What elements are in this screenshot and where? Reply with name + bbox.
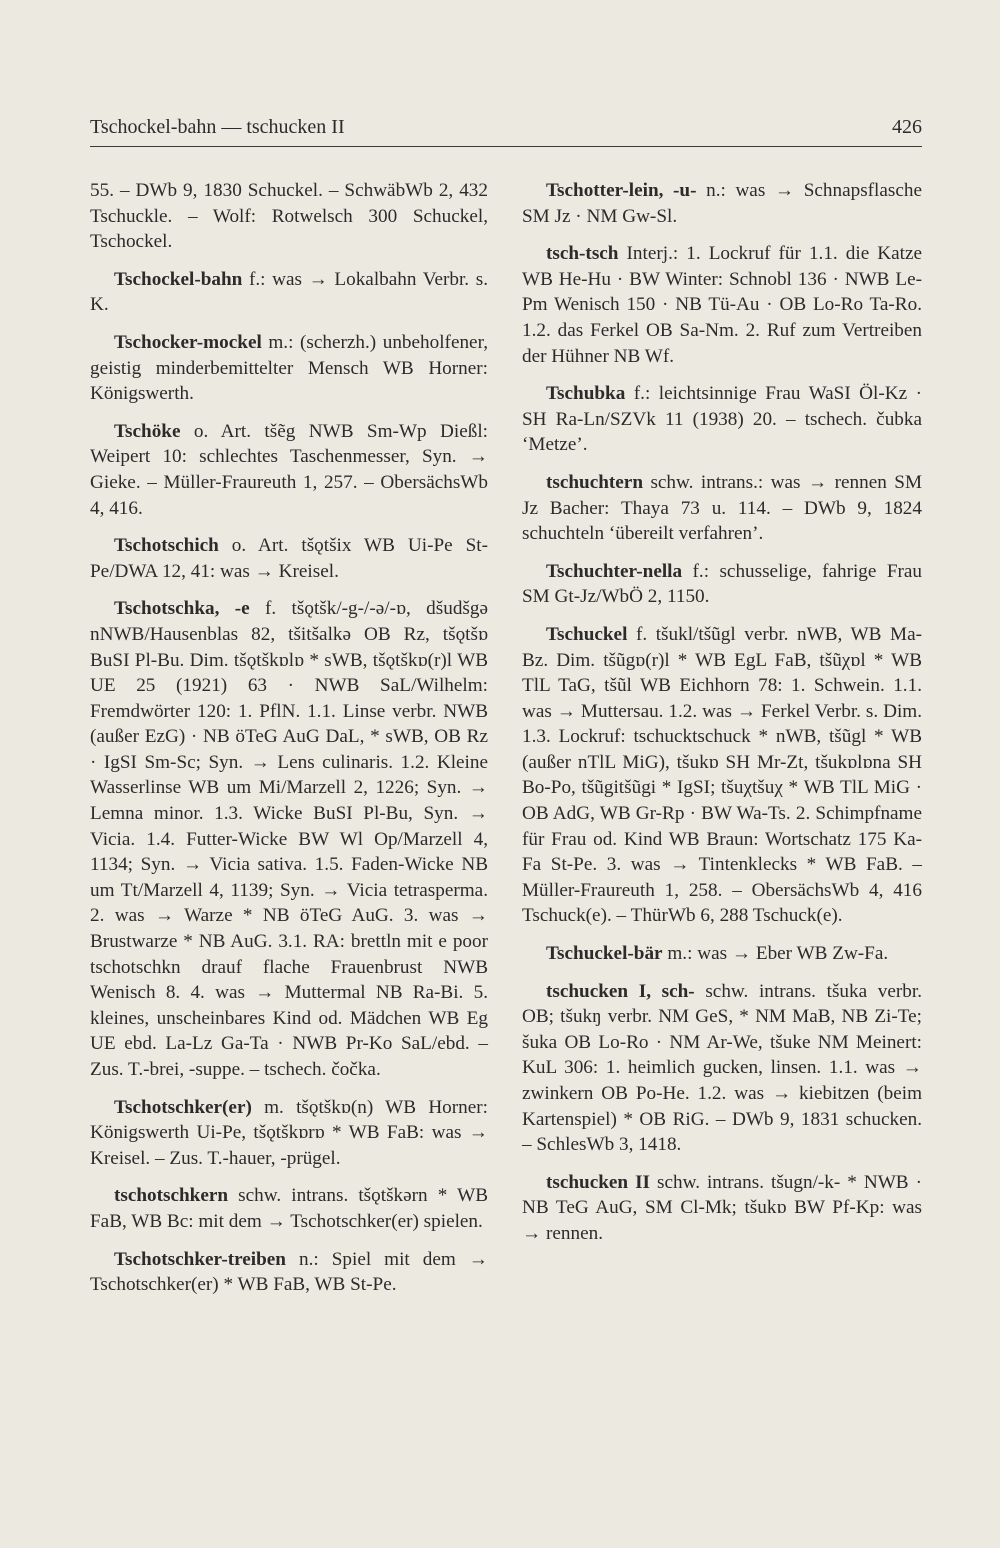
dictionary-entry [522, 1170, 922, 1247]
left-column [90, 178, 488, 1310]
entry-headword: Tschotschka, -e [114, 598, 250, 620]
dictionary-entry [522, 559, 922, 610]
dictionary-entry [90, 178, 488, 255]
entry-text: o. Art. tšǫtšix WB Ui-Pe St-Pe/DWA 12, 41: was → Kreisel. [90, 535, 488, 582]
running-title: Tschockel-bahn — tschucken II [90, 116, 345, 138]
entry-headword: tschuchtern [546, 471, 643, 493]
entry-text: 55. – DWb 9, 1830 Schuckel. – SchwäbWb 2, 432 Tschuckle. – Wolf: Rotwelsch 300 Schuckel, Tschockel. [90, 180, 488, 253]
entry-text: schw. intrans. tšuka verbr. OB; tšukŋ verbr. NM GeS, * NM MaB, NB Zi-Te; šuka OB Lo-Ro · NM Ar-We, tšuke NM Meinert: KuL 306: 1. heimlich gucken, linsen. 1.1. was → zwinkern OB Po-He. 1.2. was → kiebitzen (beim Kartenspiel) * OB RiG. – DWb 9, 1831 schucken. – SchlesWb 3, 1418. [522, 980, 922, 1156]
entry-text: f. tšǫtšk/-g-/-ə/-ɒ, dšudšgə nNWB/Hausenblas 82, tšitšalkə OB Rz, tšǫtšɒ BuSI Pl-Bu. Dim. tšǫtškɒlɒ * sWB, tšǫtškɒ(r)l WB UE 25 (1921) 63 · NWB SaL/Wilhelm: Fremdwörter 120: 1. PflN. 1.1. Linse verbr. NWB (außer EzG) · NB öTeG AuG DaL, * sWB, OB Rz · IgSI Sm-Sc; Syn. → Lens culinaris. 1.2. Kleine Wasserlinse WB um Mi/Marzell 2, 1226; Syn. → Lemna minor. 1.3. Wicke BuSI Pl-Bu, Syn. → Vicia. 1.4. Futter-Wicke BW Wl Op/Marzell 4, 1134; Syn. → Vicia sativa. 1.5. Faden-Wicke NB um Tt/Marzell 4, 1139; Syn. → Vicia tetrasperma. 2. was → Warze * NB öTeG AuG. 3. was → Brustwarze * NB AuG. 3.1. RA: brettln mit e poor tschotschkn drauf flache Frauenbrust NWB Wenisch 8. 4. was → Muttermal NB Ra-Bi. 5. kleines, unscheinbares Kind od. Mädchen WB Eg UE ebd. La-Lz Ga-Ta · NWB Pr-Ko SaL/ebd. – Zus. T.-brei, -suppe. – tschech. čočka. [90, 598, 488, 1080]
entry-headword: tschucken II [546, 1171, 651, 1193]
entry-headword: Tschotschker-treiben [114, 1248, 286, 1270]
entry-text: Interj.: 1. Lockruf für 1.1. die Katze WB He-Hu · BW Winter: Schnobl 136 · NWB Le-Pm Wenisch 150 · NB Tü-Au · OB Lo-Ro Ta-Ro. 1.2. das Ferkel OB Sa-Nm. 2. Ruf zum Vertreiben der Hühner NB Wf. [522, 243, 922, 367]
entry-text: schw. intrans.: was → rennen SM Jz Bacher: Thaya 73 u. 114. – DWb 9, 1824 schuchteln ‘übereilt verfahren’. [522, 471, 922, 545]
dictionary-entry [522, 622, 922, 929]
dictionary-entry [90, 1183, 488, 1234]
entry-headword: tschucken I, sch- [546, 980, 695, 1002]
dictionary-entry [522, 241, 922, 369]
page-number: 426 [892, 116, 922, 138]
running-header [90, 116, 922, 139]
entry-text: f.: schusselige, fahrige Frau SM Gt-Jz/WbÖ 2, 1150. [522, 560, 922, 608]
entry-headword: Tschuchter-nella [546, 560, 683, 582]
entry-text: schw. intrans. tšugn/-k- * NWB · NB TeG AuG, SM Cl-Mk; tšukɒ BW Pf-Kp: was → rennen. [522, 1171, 922, 1244]
entry-text: n.: Spiel mit dem → Tschotschker(er) * WB FaB, WB St-Pe. [90, 1248, 488, 1296]
entry-text: schw. intrans. tšǫtškərn * WB FaB, WB Bc: mit dem → Tschotschker(er) spielen. [90, 1185, 488, 1232]
entry-text: f. tšukl/tšũgl verbr. nWB, WB Ma-Bz. Dim. tšũgɒ(r)l * WB EgL FaB, tšũχɒl * WB TlL TaG, tšũl WB Eichhorn 78: 1. Schwein. 1.1. was → Muttersau. 1.2. was → Ferkel Verbr. s. Dim. 1.3. Lockruf: tschucktschuck * nWB, tšũgl * WB (außer nTlL MiG), tšukɒ SH Mr-Zt, tšukɒlɒna SH Bo-Po, tšũgitšũgi * IgSI; tšuχtšuχ * WB TlL MiG · OB AdG, WB Gr-Rp · BW Wa-Ts. 2. Schimpfname für Frau od. Kind WB Braun: Wortschatz 175 Ka-Fa St-Pe. 3. was → Tintenklecks * WB FaB. – Müller-Fraureuth 1, 258. – ObersächsWb 4, 416 Tschuck(e). – ThürWb 6, 288 Tschuck(e). [522, 623, 922, 927]
dictionary-entry [90, 1247, 488, 1298]
entry-headword: Tschotter-lein, -u- [546, 180, 697, 201]
entry-headword: Tschöke [114, 420, 181, 442]
dictionary-entry [90, 1095, 488, 1172]
dictionary-entry [522, 470, 922, 547]
entry-text: f.: leichtsinnige Frau WaSI Öl-Kz · SH Ra-Ln/SZVk 11 (1938) 20. – tschech. čubka ‘Metze’. [522, 383, 922, 456]
dictionary-entry [522, 941, 922, 967]
dictionary-entry [522, 381, 922, 458]
dictionary-entry [522, 979, 922, 1158]
entry-text: n.: was → Schnapsflasche SM Jz · NM Gw-Sl. [522, 180, 922, 227]
dictionary-entry [522, 178, 922, 229]
dictionary-entry [90, 330, 488, 407]
entry-text: m.: was → Eber WB Zw-Fa. [662, 943, 889, 965]
dictionary-entry [90, 267, 488, 318]
right-column [522, 178, 922, 1259]
entry-headword: Tschockel-bahn [114, 268, 243, 290]
dictionary-entry [90, 533, 488, 584]
dictionary-entry [90, 419, 488, 521]
header-rule [90, 146, 922, 147]
entry-headword: Tschotschich [114, 535, 219, 557]
dictionary-entry [90, 596, 488, 1082]
entry-headword: Tschubka [546, 383, 626, 405]
entry-headword: tsch-tsch [546, 243, 619, 265]
entry-text: m. tšǫtškɒ(n) WB Horner: Königswerth Ui-Pe, tšǫtškɒrɒ * WB FaB: was → Kreisel. – Zus. T.-hauer, -prügel. [90, 1096, 488, 1169]
entry-headword: Tschotschker(er) [114, 1096, 252, 1118]
entry-headword: Tschocker-mockel [114, 331, 262, 353]
entry-text: m.: (scherzh.) unbeholfener, geistig minderbemittelter Mensch WB Horner: Königswerth. [90, 331, 488, 405]
entry-text: f.: was → Lokalbahn Verbr. s. K. [90, 268, 488, 316]
entry-headword: tschotschkern [114, 1185, 229, 1207]
entry-headword: Tschuckel-bär [546, 943, 663, 965]
entry-text: o. Art. tšẽg NWB Sm-Wp Dießl: Weipert 10: schlechtes Taschenmesser, Syn. → Gieke. – Müller-Fraureuth 1, 257. – ObersächsWb 4, 416. [90, 420, 488, 519]
entry-headword: Tschuckel [546, 623, 628, 645]
